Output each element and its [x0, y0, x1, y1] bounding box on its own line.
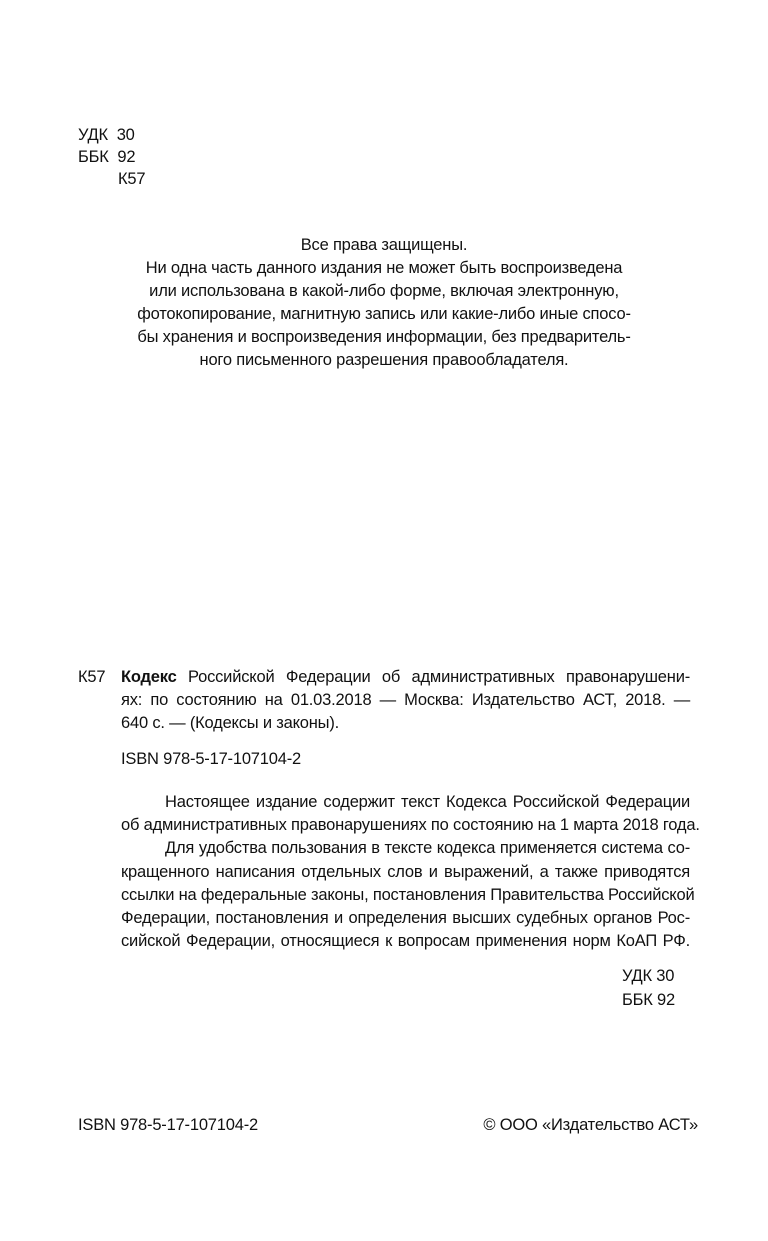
- annotation-line: Для удобства пользования в тексте кодекса применяется система со-: [165, 839, 690, 858]
- rights-line: бы хранения и воспроизведения информации, без предваритель-: [137, 328, 631, 346]
- bbk-code: ББК 92: [78, 148, 136, 166]
- footer-isbn: ISBN 978-5-17-107104-2: [78, 1116, 258, 1134]
- catalog-entry-line: [121, 666, 690, 689]
- bottom-bbk-code: ББК 92: [622, 991, 676, 1009]
- catalog-entry-line-rest: Российской Федерации об административных правонарушени-: [176, 668, 690, 686]
- rights-notice: [120, 234, 648, 372]
- rights-line: фотокопирование, магнитную запись или какие-либо иные спосо-: [137, 305, 631, 323]
- rights-line: ного письменного разрешения правообладателя.: [199, 351, 569, 369]
- classification-codes: [78, 124, 145, 190]
- footer-copyright: © ООО «Издательство АСТ»: [483, 1116, 698, 1134]
- catalog-entry-line: 640 с. — (Кодексы и законы).: [121, 714, 340, 732]
- bottom-classification-codes: [622, 964, 675, 1012]
- annotation-line: ссылки на федеральные законы, постановления Правительства Российской: [121, 885, 695, 904]
- annotation: [121, 791, 700, 953]
- catalog-entry: [78, 666, 690, 735]
- catalog-entry-title: Кодекс: [121, 668, 177, 686]
- annotation-line: Федерации, постановления и определения высших судебных органов Рос-: [121, 909, 690, 928]
- catalog-isbn: ISBN 978-5-17-107104-2: [121, 750, 301, 768]
- rights-line: Все права защищены.: [300, 236, 468, 254]
- rights-line: Ни одна часть данного издания не может быть воспроизведена: [145, 259, 623, 277]
- rights-line: или использована в какой-либо форме, включая электронную,: [149, 282, 619, 300]
- annotation-line: сийской Федерации, относящиеся к вопросам применения норм КоАП РФ.: [121, 932, 690, 951]
- bottom-udk-code: УДК 30: [622, 967, 675, 985]
- annotation-line: кращенного написания отдельных слов и выражений, а также приводятся: [121, 862, 690, 881]
- catalog-entry-mark: К57: [78, 668, 106, 686]
- annotation-line: об административных правонарушениях по состоянию на 1 марта 2018 года.: [121, 816, 700, 835]
- udk-code: УДК 30: [78, 126, 135, 144]
- annotation-line: Настоящее издание содержит текст Кодекса Российской Федерации: [165, 793, 690, 811]
- catalog-entry-line: ях: по состоянию на 01.03.2018 — Москва: Издательство АСТ, 2018. —: [121, 691, 690, 709]
- author-mark: К57: [118, 170, 146, 188]
